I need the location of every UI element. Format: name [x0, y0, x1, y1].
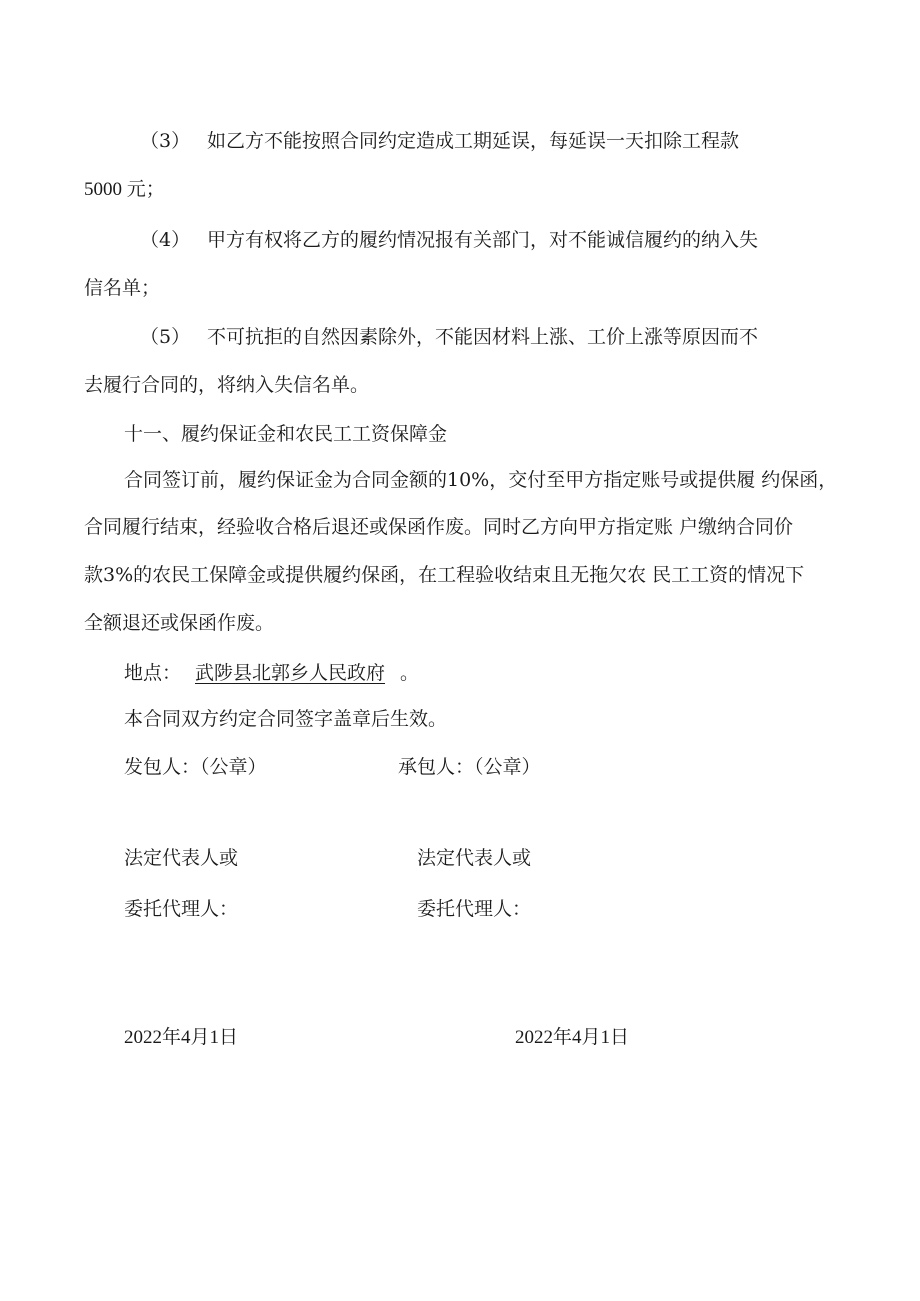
section-eleven-line-1: 合同签订前，履约保证金为合同金额的10%，交付至甲方指定账号或提供履 约保函，: [124, 469, 838, 491]
contractor-rep-label: 法定代表人或: [417, 847, 532, 869]
employer-seal-label: 发包人：（公章）: [124, 756, 267, 778]
clause-4-number: （4）: [140, 229, 191, 251]
section-eleven-line-4: 全额退还或保函作废。: [84, 612, 275, 634]
clause-4-continuation: 信名单；: [84, 277, 161, 299]
section-eleven-heading: 十一、履约保证金和农民工工资保障金: [124, 423, 448, 445]
clause-5-number: （5）: [140, 326, 191, 348]
contractor-agent-label: 委托代理人：: [417, 898, 532, 920]
clause-3-number: （3）: [140, 130, 191, 152]
employer-sign-date: 2022年4月1日: [124, 1027, 239, 1048]
clause-3-text: 如乙方不能按照合同约定造成工期延误，每延误一天扣除工程款: [207, 130, 740, 152]
employer-agent-label: 委托代理人：: [124, 898, 239, 920]
clause-3-continuation: 5000 元；: [84, 179, 165, 200]
contractor-seal-label: 承包人：（公章）: [398, 756, 541, 778]
location-label: 地点：: [124, 662, 182, 684]
clause-5-continuation: 去履行合同的，将纳入失信名单。: [84, 374, 370, 396]
location-value: 武陟县北郭乡人民政府: [195, 662, 386, 684]
section-eleven-line-3: 款3%的农民工保障金或提供履约保函，在工程验收结束且无拖欠农 民工工资的情况下: [84, 564, 805, 586]
contractor-sign-date: 2022年4月1日: [515, 1027, 630, 1048]
effect-statement: 本合同双方约定合同签字盖章后生效。: [124, 708, 448, 730]
employer-rep-label: 法定代表人或: [124, 847, 239, 869]
clause-5-text: 不可抗拒的自然因素除外，不能因材料上涨、工价上涨等原因而不: [207, 326, 759, 348]
clause-4-text: 甲方有权将乙方的履约情况报有关部门，对不能诚信履约的纳入失: [207, 229, 759, 251]
section-eleven-line-2: 合同履行结束，经验收合格后退还或保函作废。同时乙方向甲方指定账 户缴纳合同价: [84, 516, 794, 538]
location-suffix: 。: [400, 662, 420, 684]
